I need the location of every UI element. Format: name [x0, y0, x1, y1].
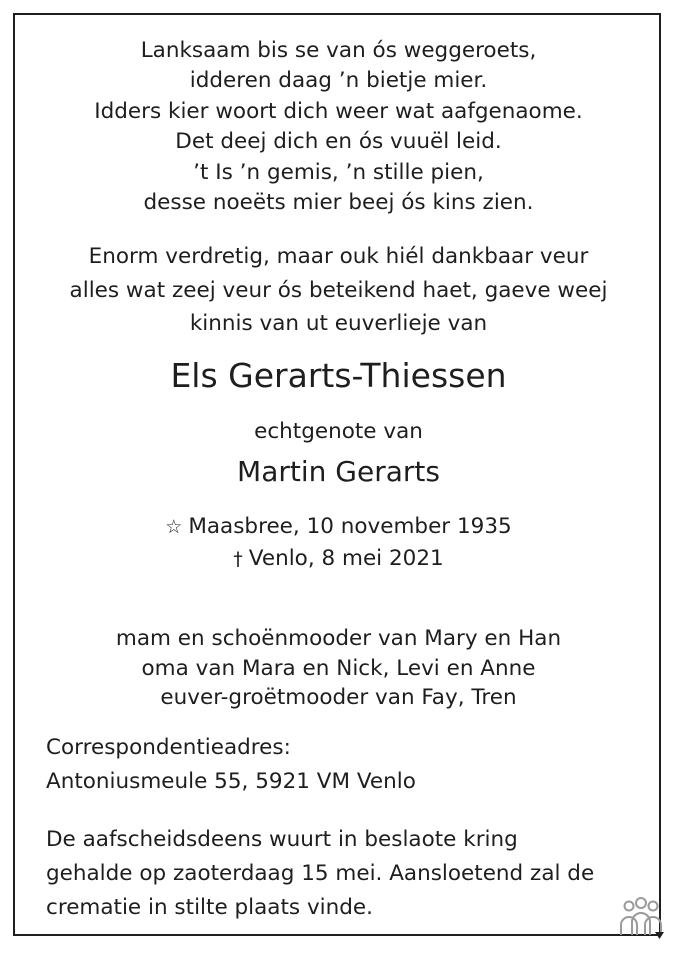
family-line: mam en schoënmooder van Mary en Han: [115, 626, 562, 651]
intro-line: kinnis van ut euverlieje van: [189, 311, 488, 336]
poem: [13, 36, 664, 218]
birth-text: Maasbree, 10 november 1935: [188, 514, 512, 539]
death-line: [13, 543, 664, 575]
announcement-intro: [13, 240, 664, 341]
birth-line: [13, 511, 664, 543]
poem-line: idderen daag ’n bietje mier.: [189, 68, 488, 94]
dagger-icon: †: [233, 548, 243, 570]
correspondence-label: Correspondentieadres:: [46, 735, 291, 760]
poem-line: ’t Is ’n gemis, ’n stille pien,: [193, 159, 484, 185]
deceased-name: Els Gerarts-Thiessen: [170, 356, 507, 395]
intro-line: alles wat zeej veur ós beteikend haet, gaeve weej: [69, 277, 608, 303]
funeral-line: gehalde op zaoterdaag 15 mei. Aansloetend zal de: [46, 861, 595, 886]
correspondence-address: [46, 731, 646, 798]
death-text: Venlo, 8 mei 2021: [248, 546, 444, 571]
poem-line: Det deej dich en ós vuuël leid.: [175, 129, 502, 155]
family-line: euver-groëtmooder van Fay, Tren: [160, 685, 517, 710]
poem-line: desse noeëts mier beej ós kins zien.: [143, 190, 534, 216]
poem-line: Lanksaam bis se van ós weggeroets,: [140, 38, 537, 63]
funeral-notice: [46, 823, 646, 925]
correspondence-address-line: Antoniusmeule 55, 5921 VM Venlo: [46, 768, 416, 794]
people-group-icon[interactable]: [615, 895, 665, 940]
poem-line: Idders kier woort dich weer wat aafgenaome.: [94, 98, 583, 124]
funeral-line: crematie in stilte plaats vinde.: [46, 895, 373, 920]
family-list: [13, 624, 664, 713]
life-dates: [13, 511, 664, 575]
spouse-name: Martin Gerarts: [237, 455, 440, 488]
family-line: oma van Mara en Nick, Levi en Anne: [141, 655, 536, 681]
intro-line: Enorm verdretig, maar ouk hiél dankbaar veur: [88, 244, 589, 269]
spouse-label: echtgenote van: [254, 419, 423, 444]
star-icon: ☆: [165, 516, 183, 538]
funeral-line: De aafscheidsdeens wuurt in beslaote kring: [46, 827, 518, 852]
